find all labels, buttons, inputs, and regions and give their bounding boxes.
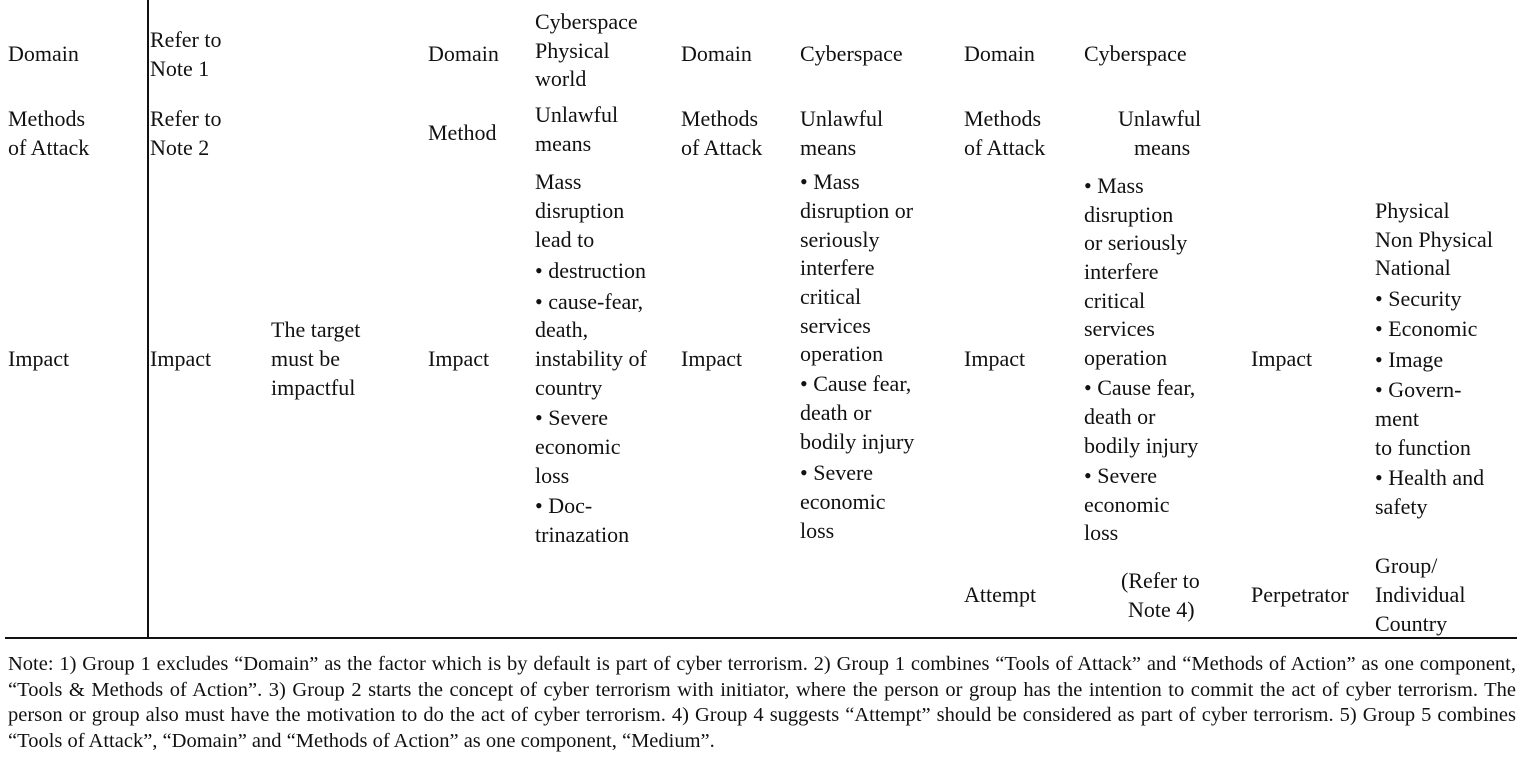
c7-impact-line7: operation: [800, 341, 884, 366]
c2-domain-line1: Refer to: [150, 27, 222, 52]
c5-method-line2: means: [535, 131, 592, 156]
c5-impact-line9: • Severe: [535, 405, 609, 430]
c8-domain: Domain: [964, 41, 1035, 66]
c5-impact-line1: Mass: [535, 169, 582, 194]
c1-impact: Impact: [8, 346, 70, 371]
c7-impact-line4: interfere: [800, 255, 875, 280]
c9-impact-line6: services: [1084, 316, 1155, 341]
c6-methods-line1: Methods: [681, 106, 758, 131]
c10-impact: Impact: [1251, 346, 1313, 371]
c7-impact-line1: • Mass: [800, 169, 860, 194]
c6-methods-line2: of Attack: [681, 135, 763, 160]
c7-impact-line5: critical: [800, 284, 862, 309]
c9-impact-line8: • Cause fear,: [1084, 375, 1196, 400]
c11-impact-line7: • Govern-: [1375, 377, 1462, 402]
c9-impact-line12: economic: [1084, 492, 1170, 517]
c4-method: Method: [428, 120, 497, 145]
c7-impact-line2: disruption or: [800, 198, 914, 223]
c9-impact-line7: operation: [1084, 345, 1168, 370]
c9-impact-line3: or seriously: [1084, 230, 1188, 255]
c7-impact-line8: • Cause fear,: [800, 371, 912, 396]
c5-impact-line12: • Doc-: [535, 493, 593, 518]
c5-method-line1: Unlawful: [535, 102, 619, 127]
c3-impact-line2: must be: [271, 346, 341, 371]
c11-impact-line8: ment: [1375, 406, 1419, 431]
c9-impact-line13: loss: [1084, 520, 1119, 545]
c7-impact-line12: economic: [800, 489, 886, 514]
c9-methods-line1: Unlawful: [1118, 106, 1202, 131]
c7-impact-line10: bodily injury: [800, 429, 915, 454]
c11-impact-line4: • Security: [1375, 286, 1462, 311]
c8-methods-line2: of Attack: [964, 135, 1046, 160]
c2-domain-line2: Note 1: [150, 56, 210, 81]
c9-impact-line1: • Mass: [1084, 173, 1144, 198]
c1-methods-line2: of Attack: [8, 135, 90, 160]
c5-impact-line4: • destruction: [535, 258, 646, 283]
c5-impact-line2: disruption: [535, 198, 625, 223]
c7-methods-line1: Unlawful: [800, 106, 884, 131]
c7-impact-line11: • Severe: [800, 460, 874, 485]
c5-impact-line3: lead to: [535, 227, 595, 252]
vertical-divider: [147, 0, 149, 637]
c9-impact-line10: bodily injury: [1084, 433, 1199, 458]
c7-impact-line6: services: [800, 313, 871, 338]
c10-perpetrator: Perpetrator: [1251, 582, 1349, 607]
c11-impact-line11: safety: [1375, 494, 1428, 519]
c11-impact-line1: Physical: [1375, 198, 1450, 223]
c4-domain: Domain: [428, 41, 499, 66]
c8-impact: Impact: [964, 346, 1026, 371]
c2-methods-line2: Note 2: [150, 135, 210, 160]
c11-impact-line10: • Health and: [1375, 465, 1485, 490]
c9-impact-line11: • Severe: [1084, 463, 1158, 488]
c11-impact-line9: to function: [1375, 435, 1471, 460]
c9-impact-line2: disruption: [1084, 202, 1174, 227]
c5-impact-line11: loss: [535, 463, 570, 488]
c8-methods-line1: Methods: [964, 106, 1041, 131]
c5-domain-line3: world: [535, 66, 587, 91]
c9-domain: Cyberspace: [1084, 41, 1187, 66]
c7-methods-line2: means: [800, 135, 857, 160]
table-bottom-rule: [5, 637, 1517, 639]
c11-impact-line3: National: [1375, 255, 1451, 280]
c9-attempt-line2: Note 4): [1128, 597, 1195, 622]
c5-domain-line1: Cyberspace: [535, 9, 638, 34]
c6-domain: Domain: [681, 41, 752, 66]
c5-domain-line2: Physical: [535, 38, 610, 63]
c4-impact: Impact: [428, 346, 490, 371]
c3-impact-line3: impactful: [271, 375, 356, 400]
c7-impact-line3: seriously: [800, 227, 880, 252]
c9-impact-line5: critical: [1084, 288, 1146, 313]
c1-methods-line1: Methods: [8, 106, 85, 131]
c11-impact-line2: Non Physical: [1375, 227, 1493, 252]
c11-perpetrator-line1: Group/: [1375, 553, 1438, 578]
c9-impact-line4: interfere: [1084, 259, 1159, 284]
c7-impact-line13: loss: [800, 518, 835, 543]
c3-impact-line1: The target: [271, 317, 361, 342]
c5-impact-line5: • cause-fear,: [535, 289, 644, 314]
c6-impact: Impact: [681, 346, 743, 371]
c7-domain: Cyberspace: [800, 41, 903, 66]
c5-impact-line7: instability of: [535, 346, 647, 371]
c11-impact-line6: • Image: [1375, 347, 1444, 372]
c5-impact-line6: death,: [535, 317, 589, 342]
c8-attempt: Attempt: [964, 582, 1037, 607]
c9-attempt-line1: (Refer to: [1121, 568, 1200, 593]
c11-impact-line5: • Economic: [1375, 316, 1478, 341]
c5-impact-line13: trinazation: [535, 522, 630, 547]
c11-perpetrator-line2: Individual: [1375, 582, 1466, 607]
c1-domain: Domain: [8, 41, 79, 66]
c5-impact-line8: country: [535, 375, 603, 400]
c2-impact: Impact: [150, 346, 212, 371]
c7-impact-line9: death or: [800, 400, 872, 425]
c5-impact-line10: economic: [535, 434, 621, 459]
table-note: Note: 1) Group 1 excludes “Domain” as the factor which is by default is part of cyber terrorism. 2) Group 1 combines “Tools of Attack” and “Methods of Action” as one component, “Tools & Methods of Action”. 3) Group 2 starts the concept of cyber terrorism with initiator, where the person or group has the intention to commit the act of cyber terrorism. The person or group also must have the motivation to do the act of cyber terrorism. 4) Group 4 suggests “Attempt” should be considered as part of cyber terrorism. 5) Group 5 combines “Tools of Attack”, “Domain” and “Methods of Action” as one component, “Medium”.: [8, 653, 1516, 752]
c9-methods-line2: means: [1134, 135, 1191, 160]
c9-impact-line9: death or: [1084, 404, 1156, 429]
c11-perpetrator-line3: Country: [1375, 611, 1448, 636]
c2-methods-line1: Refer to: [150, 106, 222, 131]
